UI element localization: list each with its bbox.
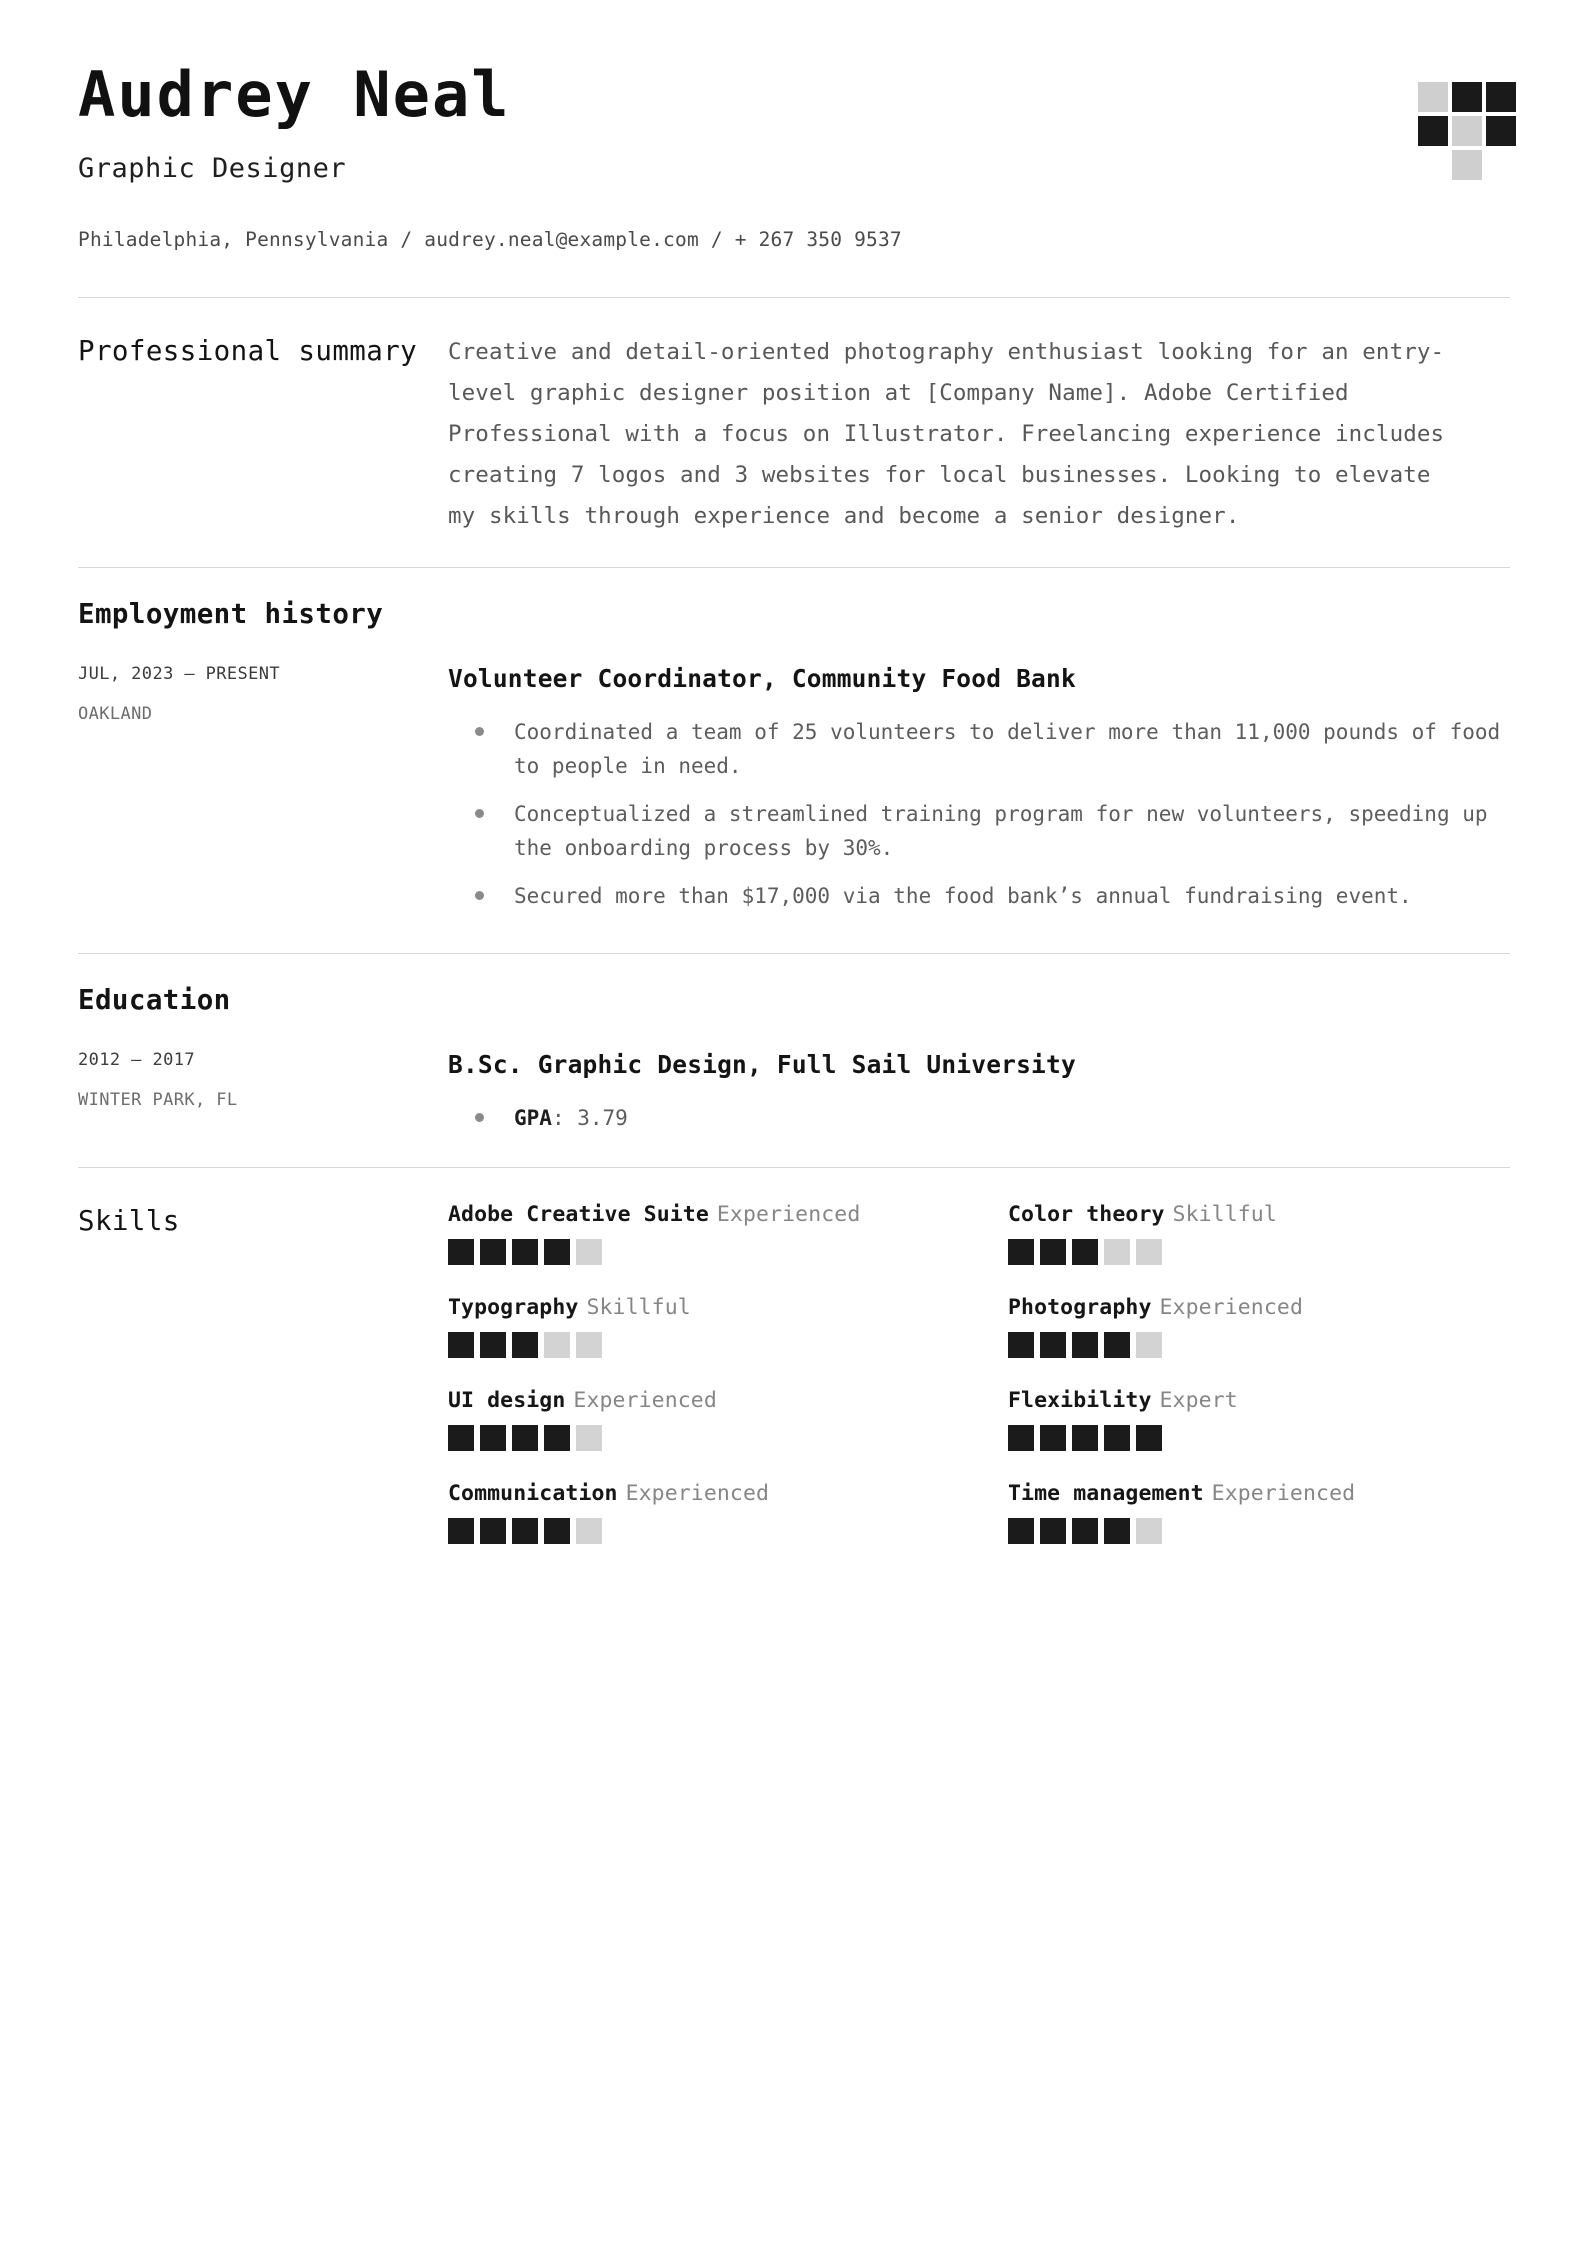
list-item: Secured more than $17,000 via the food bank’s annual fundraising event.: [448, 879, 1510, 913]
rating-pip: [544, 1425, 570, 1451]
education-entry: [78, 1050, 1510, 1149]
employment-entry-location: OAKLAND: [78, 703, 153, 724]
contact-line: Philadelphia, Pennsylvania / audrey.neal@example.com / + 267 350 9537: [78, 228, 902, 252]
education-entry-title: B.Sc. Graphic Design, Full Sail University: [448, 1049, 1076, 1079]
rating-pip: [1040, 1239, 1066, 1265]
rating-pip: [576, 1425, 602, 1451]
education-entry-date: 2012 — 2017: [78, 1049, 195, 1070]
education-entry-meta: [78, 1050, 448, 1149]
rating-pip: [1008, 1425, 1034, 1451]
section-education: [78, 954, 1510, 1149]
employment-entry-title: Volunteer Coordinator, Community Food Bank: [448, 663, 1076, 693]
rating-pip: [1008, 1239, 1034, 1265]
page-title: Audrey Neal: [78, 58, 511, 131]
skill-item: [1008, 1481, 1510, 1544]
rating-pip: [1136, 1518, 1162, 1544]
skill-rating-6: [448, 1518, 950, 1544]
rating-pip: [512, 1332, 538, 1358]
skill-item: [1008, 1388, 1510, 1451]
skill-level: Skillful: [1172, 1201, 1277, 1227]
skill-label: [1008, 1481, 1510, 1506]
skill-name: Typography: [448, 1294, 579, 1320]
skill-rating-1: [1008, 1239, 1510, 1265]
skill-label: [1008, 1202, 1510, 1227]
rating-pip: [1040, 1518, 1066, 1544]
skill-name: Color theory: [1008, 1201, 1165, 1227]
skills-heading-col: [78, 1202, 448, 1544]
employment-heading: Employment history: [78, 597, 384, 630]
employment-entry: [78, 664, 1510, 927]
list-item: Coordinated a team of 25 volunteers to deliver more than 11,000 pounds of food to people in need.: [448, 715, 1510, 783]
skill-name: Communication: [448, 1480, 618, 1506]
education-entry-body: [448, 1050, 1510, 1149]
summary-heading: Professional summary: [78, 335, 418, 368]
resume-header: [78, 58, 1510, 252]
rating-pip: [576, 1332, 602, 1358]
skill-label: [1008, 1388, 1510, 1413]
rating-pip: [480, 1239, 506, 1265]
rating-pip: [448, 1332, 474, 1358]
skill-level: Experienced: [573, 1387, 717, 1413]
rating-pip: [544, 1332, 570, 1358]
employment-entry-bullets: [448, 715, 1510, 913]
rating-pip: [512, 1425, 538, 1451]
gpa-label: GPA: [514, 1105, 552, 1130]
rating-pip: [544, 1518, 570, 1544]
rating-pip: [1072, 1332, 1098, 1358]
job-title: Graphic Designer: [78, 153, 347, 185]
rating-pip: [448, 1239, 474, 1265]
skill-level: Experienced: [716, 1201, 861, 1227]
rating-pip: [1104, 1425, 1130, 1451]
employment-entry-date: JUL, 2023 — PRESENT: [78, 663, 281, 684]
rating-pip: [512, 1239, 538, 1265]
rating-pip: [1104, 1518, 1130, 1544]
skill-rating-4: [448, 1425, 950, 1451]
rating-pip: [1104, 1239, 1130, 1265]
education-entry-bullets: [448, 1101, 1510, 1135]
skill-item: [1008, 1202, 1510, 1265]
rating-pip: [1040, 1425, 1066, 1451]
list-item: [448, 1101, 1510, 1135]
rating-pip: [448, 1518, 474, 1544]
rating-pip: [1008, 1518, 1034, 1544]
rating-pip: [1008, 1332, 1034, 1358]
skill-level: Experienced: [1159, 1294, 1303, 1320]
rating-pip: [480, 1332, 506, 1358]
skill-rating-3: [1008, 1332, 1510, 1358]
rating-pip: [576, 1518, 602, 1544]
skill-item: [448, 1481, 950, 1544]
skill-rating-2: [448, 1332, 950, 1358]
section-professional-summary: [78, 298, 1510, 567]
skill-level: Experienced: [625, 1480, 770, 1506]
skill-level: Experienced: [1211, 1480, 1356, 1506]
skill-name: Time management: [1008, 1480, 1204, 1506]
rating-pip: [1136, 1239, 1162, 1265]
skill-label: [448, 1202, 950, 1227]
skill-level: Skillful: [586, 1294, 691, 1320]
list-item: Conceptualized a streamlined training program for new volunteers, speeding up the onboarding process by 30%.: [448, 797, 1510, 865]
gpa-value: : 3.79: [551, 1105, 628, 1130]
rating-pip: [448, 1425, 474, 1451]
summary-text: Creative and detail-oriented photography enthusiast looking for an entry-level graphic designer position at [Company Name]. Adobe Certified Professional with a focus on Illustrator. Freelancing experience includes creating 7 logos and 3 websites for local businesses. Looking to elevate my skills through experience and become a senior designer.: [448, 339, 1445, 529]
rating-pip: [1104, 1332, 1130, 1358]
skill-item: [448, 1388, 950, 1451]
education-entry-location: WINTER PARK, FL: [78, 1089, 238, 1110]
skill-rating-7: [1008, 1518, 1510, 1544]
rating-pip: [1136, 1332, 1162, 1358]
employment-entry-meta: [78, 664, 448, 927]
skills-grid: [448, 1202, 1510, 1544]
summary-body-col: [448, 332, 1510, 537]
checker-squares-logo: [1400, 82, 1510, 192]
section-skills: [78, 1168, 1510, 1544]
skill-level: Expert: [1159, 1387, 1238, 1413]
skill-name: Adobe Creative Suite: [448, 1201, 709, 1227]
rating-pip: [512, 1518, 538, 1544]
rating-pip: [576, 1239, 602, 1265]
summary-heading-col: [78, 332, 448, 537]
skill-label: [1008, 1295, 1510, 1320]
skill-rating-5: [1008, 1425, 1510, 1451]
skill-item: [448, 1295, 950, 1358]
rating-pip: [1136, 1425, 1162, 1451]
skill-item: [1008, 1295, 1510, 1358]
skill-item: [448, 1202, 950, 1265]
rating-pip: [544, 1239, 570, 1265]
rating-pip: [480, 1518, 506, 1544]
skill-name: Photography: [1008, 1294, 1152, 1320]
skills-heading: Skills: [78, 1204, 180, 1237]
skill-name: Flexibility: [1008, 1387, 1152, 1413]
rating-pip: [1072, 1239, 1098, 1265]
skill-label: [448, 1481, 950, 1506]
skill-label: [448, 1295, 950, 1320]
section-employment-history: [78, 568, 1510, 927]
skill-name: UI design: [448, 1387, 566, 1413]
employment-entry-body: [448, 664, 1510, 927]
skill-label: [448, 1388, 950, 1413]
rating-pip: [1072, 1518, 1098, 1544]
rating-pip: [1040, 1332, 1066, 1358]
rating-pip: [1072, 1425, 1098, 1451]
education-heading: Education: [78, 983, 231, 1016]
skill-rating-0: [448, 1239, 950, 1265]
rating-pip: [480, 1425, 506, 1451]
